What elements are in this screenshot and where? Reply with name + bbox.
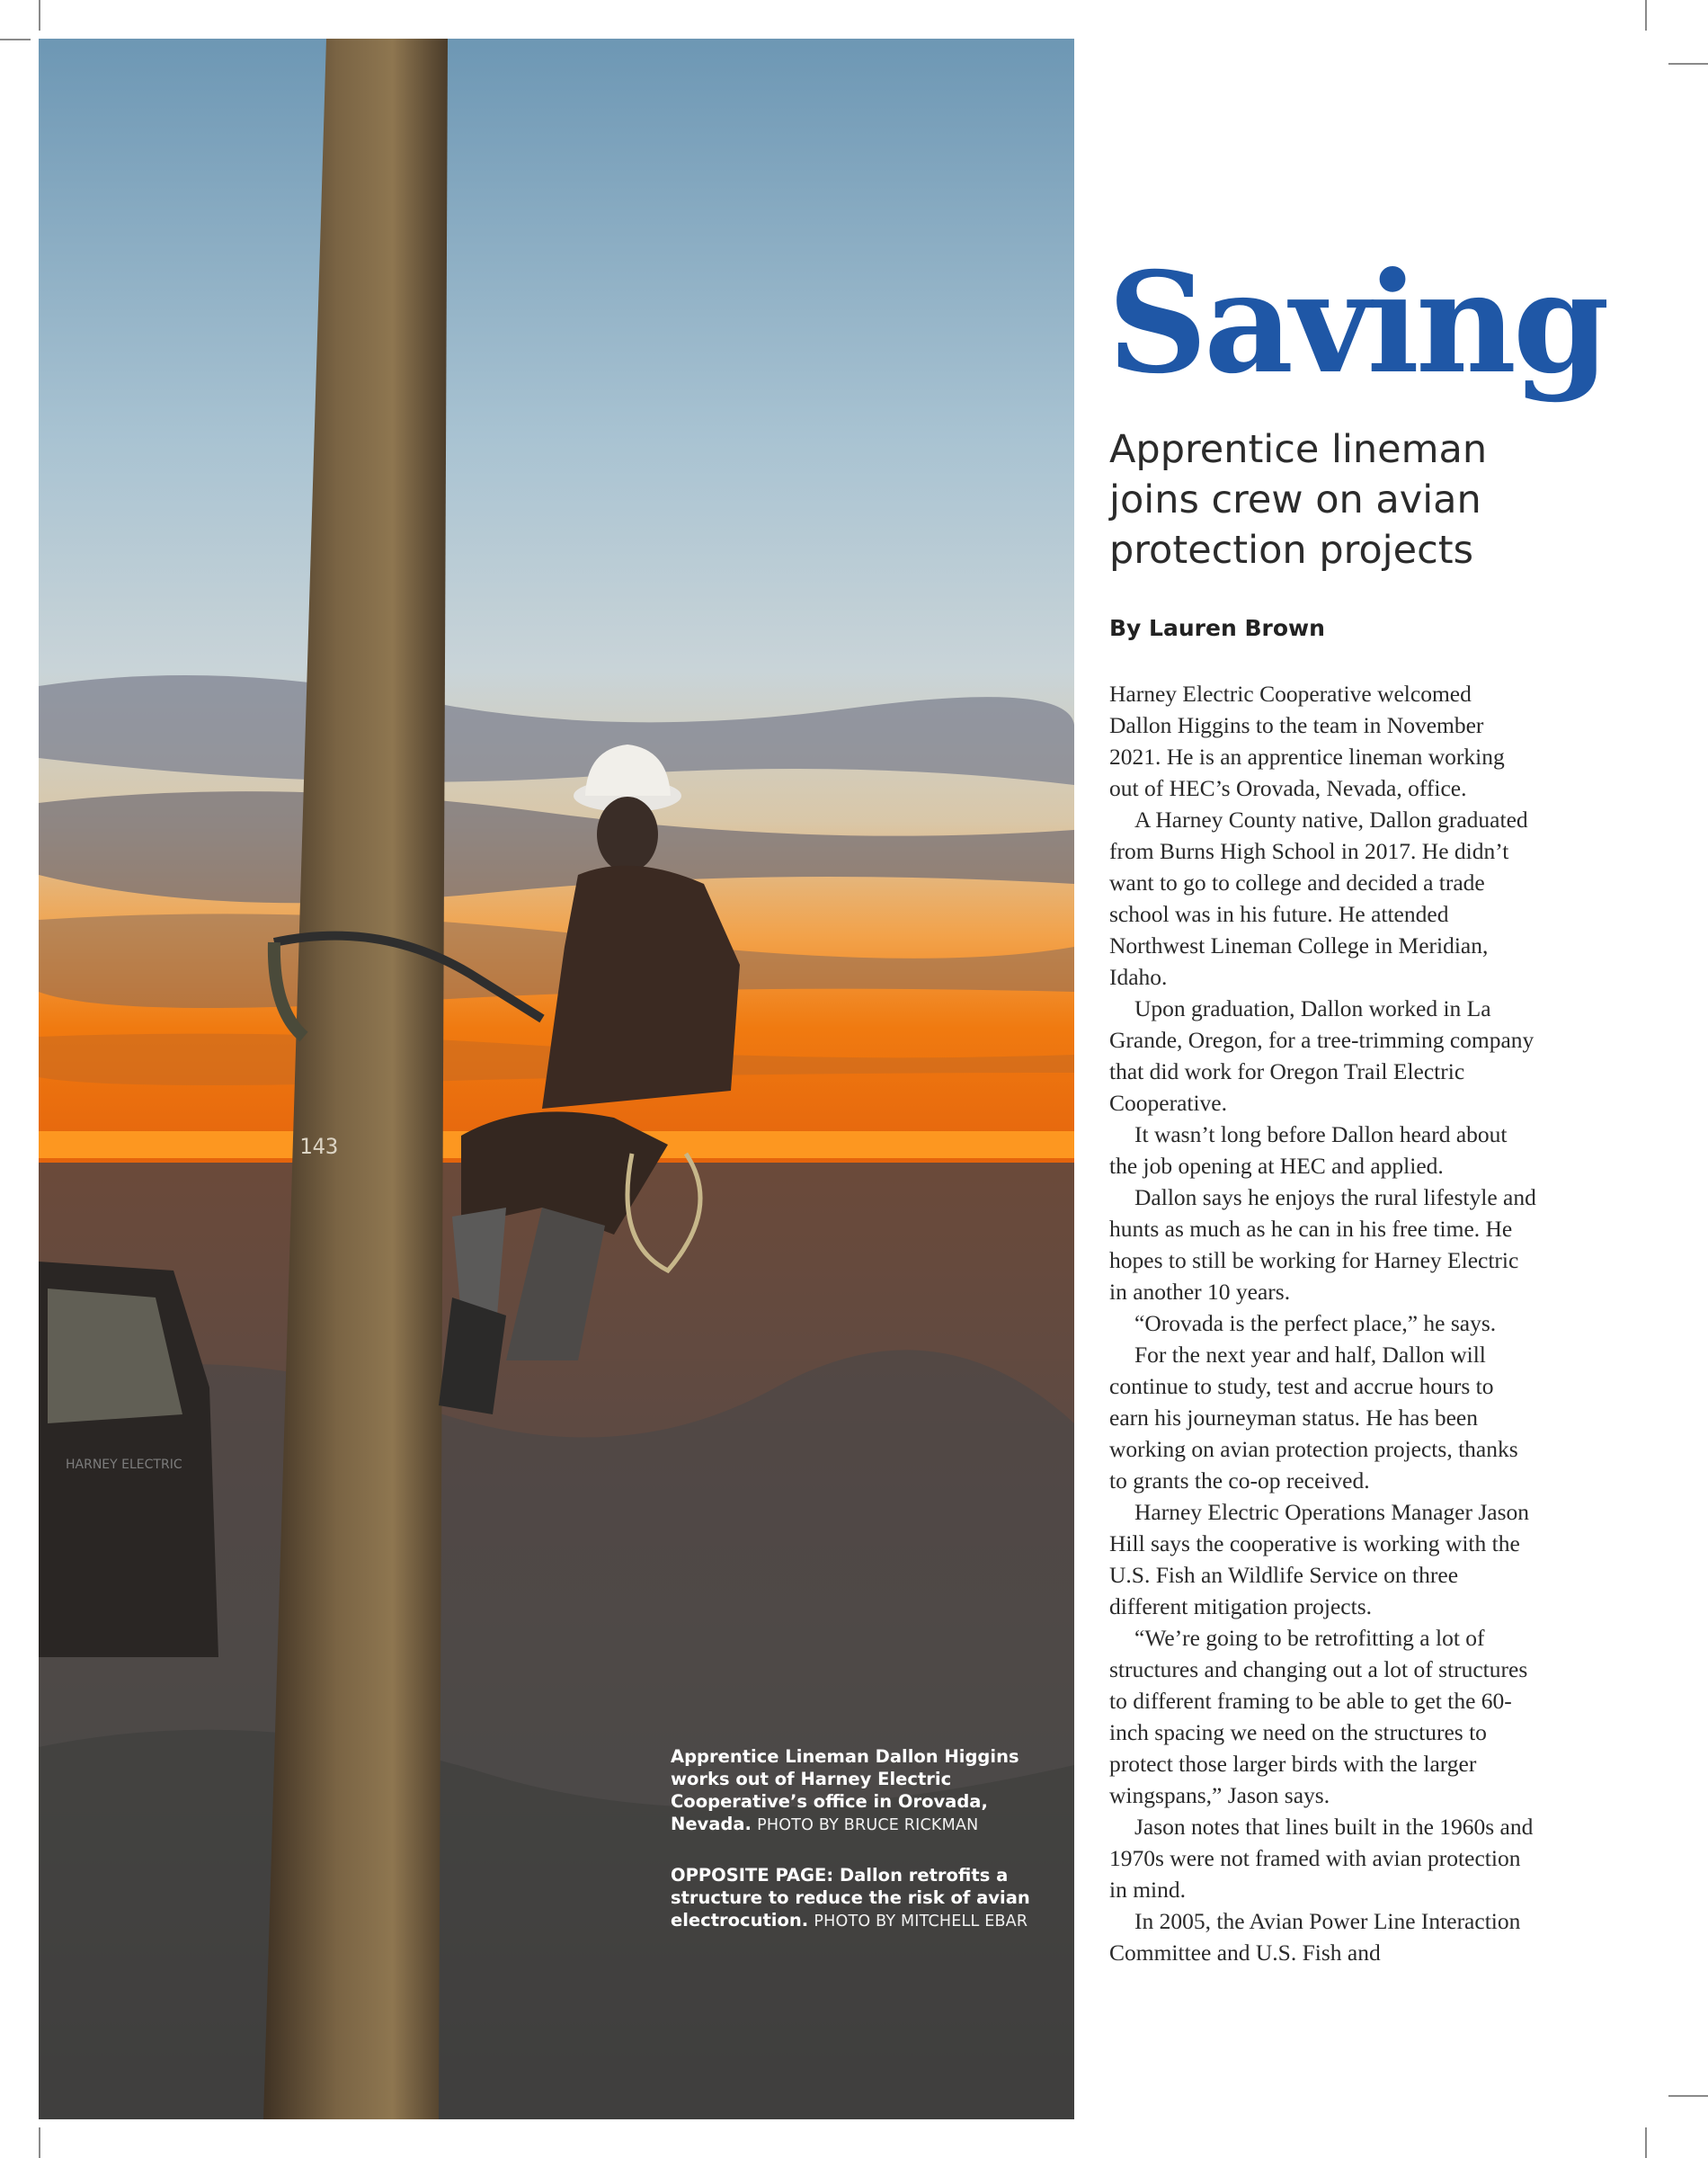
body-paragraph: “We’re going to be retrofitting a lot of structures and changing out a lot of structures to different framing to be able to get the 60-inch spacing we need on the structures to protect those larger birds with the larger wingspans,” Jason says. [1109, 1625, 1528, 1808]
body-paragraph: Jason notes that lines built in the 1960s and 1970s were not framed with avian protection in mind. [1109, 1814, 1534, 1903]
crop-mark-bottom-left-v [39, 2127, 40, 2158]
lineman-photo [39, 39, 1074, 2119]
body-paragraph: In 2005, the Avian Power Line Interaction Committee and U.S. Fish and [1109, 1908, 1521, 1966]
caption-2-credit: PHOTO BY MITCHELL EBAR [814, 1913, 1028, 1931]
crop-mark-top-right-h [1668, 63, 1708, 65]
crop-mark-top-left-v [39, 0, 40, 31]
crop-mark-bottom-right-h [1668, 2095, 1708, 2097]
caption-2-text: OPPOSITE PAGE: Dallon retrofits a structure to reduce the risk of avian electrocution. [671, 1865, 1030, 1931]
article-title: Saving [1108, 242, 1606, 405]
photo-caption-2 [671, 1864, 1066, 1933]
caption-1-text: Apprentice Lineman Dallon Higgins works out of Harney Electric Cooperative’s office in Orovada, Nevada. [671, 1746, 1019, 1834]
body-paragraph: Harney Electric Cooperative welcomed Dallon Higgins to the team in November 2021. He is an apprentice lineman working out of HEC’s Orovada, Nevada, office. [1109, 681, 1505, 801]
body-paragraph: “Orovada is the perfect place,” he says. [1134, 1310, 1497, 1336]
article-subtitle: Apprentice lineman joins crew on avian protection projects [1109, 427, 1488, 573]
article-byline: By Lauren Brown [1109, 615, 1325, 641]
body-paragraph: Upon graduation, Dallon worked in La Grande, Oregon, for a tree-trimming company that did work for Oregon Trail Electric Cooperative. [1109, 995, 1535, 1116]
truck-lettering: HARNEY ELECTRIC [66, 1458, 182, 1472]
crop-mark-top-right-v [1645, 0, 1647, 31]
body-paragraph: Dallon says he enjoys the rural lifestyle and hunts as much as he can in his free time. He hopes to still be working for Harney Electric in another 10 years. [1109, 1184, 1536, 1305]
pole-number: 143 [299, 1134, 339, 1159]
photo-caption-1 [671, 1745, 1066, 1837]
article-body [1109, 678, 1537, 1968]
body-paragraph: Harney Electric Operations Manager Jason Hill says the cooperative is working with the U.S. Fish an Wildlife Service on three different mitigation projects. [1109, 1499, 1529, 1619]
crop-mark-bottom-right-v [1645, 2127, 1647, 2158]
body-paragraph: For the next year and half, Dallon will continue to study, test and accrue hours to earn his journeyman status. He has been working on avian protection projects, thanks to grants the co-op received. [1109, 1342, 1518, 1494]
body-paragraph: A Harney County native, Dallon graduated from Burns High School in 2017. He didn’t want to go to college and decided a trade school was in his future. He attended Northwest Lineman College in Meridian, Idaho. [1109, 807, 1528, 990]
crop-mark-top-left-h [0, 39, 31, 40]
body-paragraph: It wasn’t long before Dallon heard about the job opening at HEC and applied. [1109, 1121, 1508, 1179]
caption-1-credit: PHOTO BY BRUCE RICKMAN [757, 1816, 979, 1834]
